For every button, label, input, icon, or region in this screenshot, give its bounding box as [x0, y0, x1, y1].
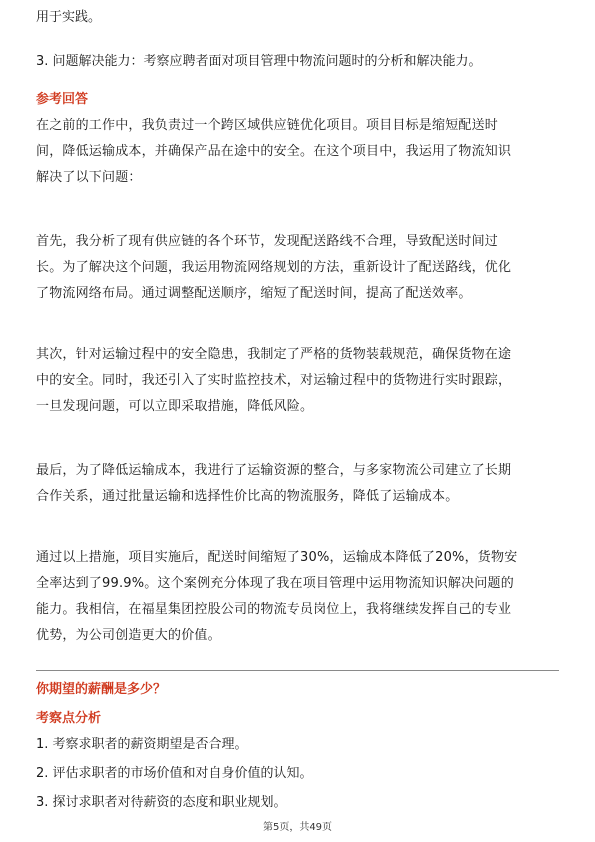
text-line: 优势，为公司创造更大的价值。 — [36, 628, 221, 643]
analysis-item: 3. 探讨求职者对待薪资的态度和职业规划。 — [36, 795, 287, 810]
text-line: 间，降低运输成本，并确保产品在途中的安全。在这个项目中，我运用了物流知识 — [36, 144, 512, 159]
answer-heading: 参考回答 — [36, 92, 89, 107]
answer-paragraph — [36, 545, 559, 649]
text-line: 一旦发现问题，可以立即采取措施，降低风险。 — [36, 399, 314, 414]
question-heading: 你期望的薪酬是多少？ — [36, 682, 167, 697]
text-line: 解决了以下问题： — [36, 170, 142, 185]
text-line: 通过以上措施，项目实施后，配送时间缩短了30%，运输成本降低了20%，货物安 — [36, 550, 518, 565]
text-line: 长。为了解决这个问题，我运用物流网络规划的方法，重新设计了配送路线，优化 — [36, 260, 512, 275]
criterion-item: 3. 问题解决能力：考察应聘者面对项目管理中物流问题时的分析和解决能力。 — [36, 54, 482, 69]
text-line: 全率达到了99.9%。这个案例充分体现了我在项目管理中运用物流知识解决问题的 — [36, 576, 514, 591]
text-line: 中的安全。同时，我还引入了实时监控技术，对运输过程中的货物进行实时跟踪， — [36, 373, 512, 388]
analysis-heading: 考察点分析 — [36, 711, 102, 726]
answer-paragraph — [36, 229, 559, 307]
text-line: 用于实践。 — [36, 10, 102, 25]
page-footer: 第5页，共49页 — [262, 822, 333, 833]
text-line: 了物流网络布局。通过调整配送顺序，缩短了配送时间，提高了配送效率。 — [36, 286, 472, 301]
text-line: 首先，我分析了现有供应链的各个环节，发现配送路线不合理，导致配送时间过 — [36, 234, 499, 249]
analysis-item: 1. 考察求职者的薪资期望是否合理。 — [36, 737, 248, 752]
text-line: 在之前的工作中，我负责过一个跨区域供应链优化项目。项目目标是缩短配送时 — [36, 118, 499, 133]
text-line: 合作关系，通过批量运输和选择性价比高的物流服务，降低了运输成本。 — [36, 489, 459, 504]
analysis-item: 2. 评估求职者的市场价值和对自身价值的认知。 — [36, 766, 313, 781]
text-line: 其次，针对运输过程中的安全隐患，我制定了严格的货物装载规范，确保货物在途 — [36, 347, 512, 362]
answer-paragraph — [36, 113, 559, 191]
document-page — [36, 0, 559, 842]
text-line: 能力。我相信，在福星集团控股公司的物流专员岗位上，我将继续发挥自己的专业 — [36, 602, 512, 617]
answer-paragraph — [36, 342, 559, 420]
answer-paragraph — [36, 458, 559, 510]
text-line: 最后，为了降低运输成本，我进行了运输资源的整合，与多家物流公司建立了长期 — [36, 463, 512, 478]
section-divider — [36, 670, 559, 671]
